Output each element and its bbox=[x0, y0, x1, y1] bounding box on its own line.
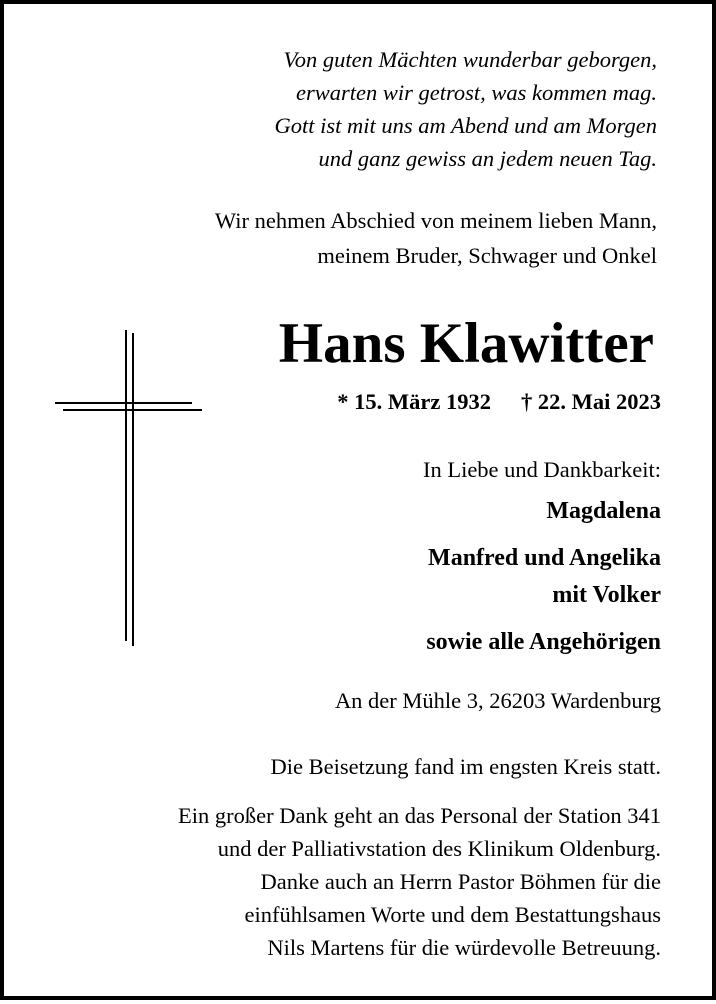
poem-line: erwarten wir getrost, was kommen mag. bbox=[295, 80, 657, 105]
thanks-line: Nils Martens für die würdevolle Betreuung. bbox=[267, 935, 661, 960]
address: An der Mühle 3, 26203 Wardenburg bbox=[334, 688, 661, 713]
thanks-line: Danke auch an Herrn Pastor Böhmen für die bbox=[260, 869, 661, 894]
mourner-name: Magdalena bbox=[546, 498, 661, 524]
mourner-name: sowie alle Angehörigen bbox=[426, 629, 661, 655]
poem-line: Von guten Mächten wunderbar geborgen, bbox=[283, 47, 657, 72]
thanks-line: und der Palliativstation des Klinikum Oldenburg. bbox=[217, 836, 661, 861]
mourner-name: mit Volker bbox=[552, 582, 661, 608]
birth-date: * 15. März 1932 bbox=[337, 389, 491, 414]
burial-note: Die Beisetzung fand im engsten Kreis statt. bbox=[270, 754, 661, 779]
mourners-heading: In Liebe und Dankbarkeit: bbox=[422, 457, 661, 482]
poem-line: und ganz gewiss an jedem neuen Tag. bbox=[318, 146, 657, 171]
intro-line: Wir nehmen Abschied von meinem lieben Mann, bbox=[214, 208, 657, 233]
thanks-line: Ein großer Dank geht an das Personal der Station 341 bbox=[177, 803, 661, 828]
deceased-name: Hans Klawitter bbox=[278, 312, 654, 375]
intro-line: meinem Bruder, Schwager und Onkel bbox=[317, 243, 657, 268]
life-dates bbox=[337, 389, 661, 415]
thanks-line: einfühlsamen Worte und dem Bestattungshaus bbox=[244, 902, 661, 927]
death-date: † 22. Mai 2023 bbox=[521, 389, 661, 414]
mourner-name: Manfred und Angelika bbox=[428, 545, 661, 571]
poem-line: Gott ist mit uns am Abend und am Morgen bbox=[274, 113, 657, 138]
